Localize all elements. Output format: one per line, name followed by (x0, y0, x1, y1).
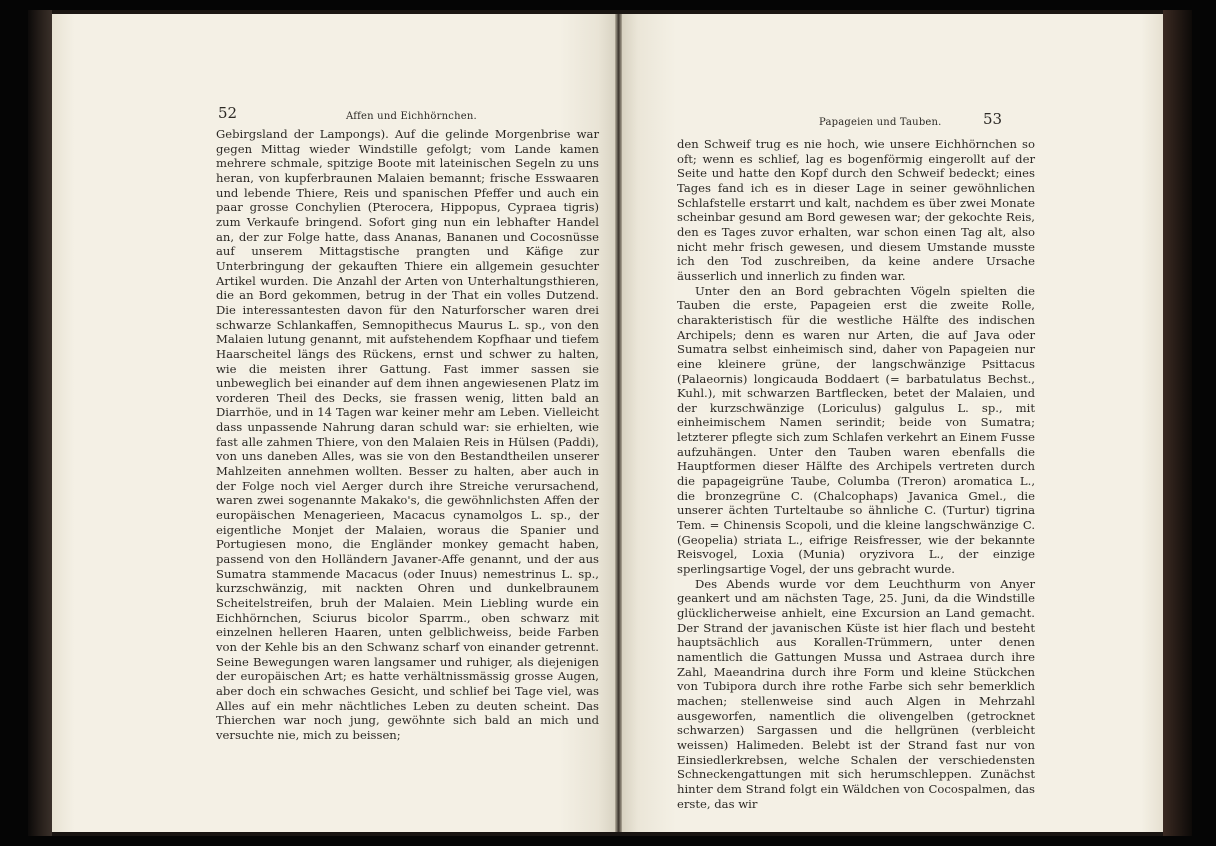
right-running-head: Papageien und Tauben. (819, 117, 942, 128)
left-running-head: Affen und Eichhörnchen. (346, 111, 477, 122)
right-paragraph-2: Unter den an Bord gebrachten Vögeln spielten die Tauben die erste, Papageien erst die zweite Rolle, charakteristisch für die westliche Hälfte des indischen Archipels; denn es waren nur Arten, die auf Java oder Sumatra selbst einheimisch sind, daher von Papageien nur eine kleinere grüne, der langschwänzige Psittacus (Palaeornis) longicauda Boddaert (= barbatulatus Bechst., Kuhl.), mit schwarzen Bartflecken, betet der Malaien, und der kurzschwänzige (Loriculus) galgulus L. sp., mit einheimischem Namen serindit; beide von Sumatra; letzterer pflegte sich zum Schlafen verkehrt an Einem Fusse aufzuhängen. Unter den Tauben waren ebenfalls die Hauptformen dieser Hälfte des Archipels vertreten durch die papageigrüne Taube, Columba (Treron) aromatica L., die bronzegrüne C. (Chalcophaps) Javanica Gmel., die unserer ächten Turteltaube so ähnliche C. (Turtur) tigrina Tem. = Chinensis Scopoli, und die kleine langschwänzige C. (Geopelia) striata L., eifrige Reisfresser, wie der bekannte Reisvogel, Loxia (Munia) oryzivora L., der einzige sperlingsartige Vogel, der uns gebracht wurde. (677, 283, 1035, 577)
book-gutter (615, 14, 622, 832)
left-paragraph-1: Gebirgsland der Lampongs). Auf die gelinde Morgenbrise war gegen Mittag wieder Windstille gefolgt; vom Lande kamen mehrere schmale, spitzige Boote mit lateinischen Segeln zu uns heran, von kupferbraunen Malaien bemannt; frische Esswaaren und lebende Thiere, Reis und spanischen Pfeffer und auch ein paar grosse Conchylien (Pterocera, Hippopus, Cypraea tigris) zum Verkaufe bringend. Sofort ging nun ein lebhafter Handel an, der zur Folge hatte, dass Ananas, Bananen und Cocosnüsse auf unserem Mittagstische prangten und Käfige zur Unterbringung der gekauften Thiere ein allgemein gesuchter Artikel wurden. Die Anzahl der Arten von Unterhaltungsthieren, die an Bord gekommen, betrug in der That ein volles Dutzend. Die interessantesten davon für den Naturforscher waren drei schwarze Schlankaffen, Semnopithecus Maurus L. sp., von den Malaien lutung genannt, mit aufstehendem Kopfhaar und tiefem Haarscheitel längs des Rückens, ernst und schwer zu halten, wie die meisten ihrer Gattung. Fast immer sassen sie unbeweglich bei einander auf dem ihnen angewiesenen Platz im vorderen Theil des Decks, sie frassen wenig, litten bald an Diarrhöe, und in 14 Tagen war keiner mehr am Leben. Vielleicht dass unpassende Nahrung daran schuld war: sie erhielten, wie fast alle zahmen Thiere, von den Malaien Reis in Hülsen (Paddi), von uns daneben Alles, was sie von den Bestandtheilen unserer Mahlzeiten annehmen wollten. Besser zu halten, aber auch in der Folge noch viel Aerger durch ihre Streiche verursachend, waren zwei sogenannte Makako's, die gewöhnlichsten Affen der europäischen Menagerieen, Macacus cynamolgos L. sp., der eigentliche Monjet der Malaien, woraus die Spanier und Portugiesen mono, die Engländer monkey gemacht haben, passend von den Holländern Javaner-Affe genannt, und der aus Sumatra stammende Macacus (oder Inuus) nemestrinus L. sp., kurzschwänzig, mit nackten Ohren und dunkelbraunem Scheitelstreifen, bruh der Malaien. Mein Liebling wurde ein Eichhörnchen, Sciurus bicolor Sparrm., oben schwarz mit einzelnen helleren Haaren, unten gelblichweiss, beide Farben von der Kehle bis an den Schwanz scharf von einander getrennt. Seine Bewegungen waren langsamer und ruhiger, als diejenigen der europäischen Art; es hatte verhältnissmässig grosse Augen, aber doch ein schwaches Gesicht, und schlief bei Tage viel, was Alles auf ein mehr nächtliches Leben zu deuten scheint. Das Thierchen war noch jung, gewöhnte sich bald an mich und versuchte nie, mich zu beissen; (216, 127, 599, 742)
cover-edge-right (1163, 10, 1192, 836)
left-page (52, 14, 615, 832)
left-body-text (216, 127, 599, 743)
right-paragraph-3: Des Abends wurde vor dem Leuchthurm von Anyer geankert und am nächsten Tage, 25. Juni, da die Windstille glücklicherweise anhielt, eine Excursion an Land gemacht. Der Strand der javanischen Küste ist hier flach und besteht hauptsächlich aus Korallen-Trümmern, unter denen namentlich die Gattungen Mussa und Astraea durch ihre Zahl, Maeandrina durch ihre Form und kleine Stückchen von Tubipora durch ihre rothe Farbe sich sehr bemerklich machen; stellenweise sind auch Algen in Mehrzahl ausgeworfen, namentlich die olivengelben (getrocknet schwarzen) Sargassen und die hellgrünen (verbleicht weissen) Halimeden. Belebt ist der Strand fast nur von Einsiedlerkrebsen, welche Schalen der verschiedensten Schneckengattungen mit sich herumschleppen. Zunächst hinter dem Strand folgt ein Wäldchen von Cocospalmen, das erste, das wir (677, 576, 1035, 811)
right-page (622, 14, 1163, 832)
right-paragraph-1: den Schweif trug es nie hoch, wie unsere Eichhörnchen so oft; wenn es schlief, lag es bogenförmig eingerollt auf der Seite und hatte den Kopf durch den Schweif bedeckt; eines Tages fand ich es in dieser Lage in seiner gewöhnlichen Schlafstelle erstarrt und kalt, nachdem es über zwei Monate scheinbar gesund am Bord gewesen war; der gekochte Reis, den es Tages zuvor erhalten, war schon einen Tag alt, also nicht mehr frisch gewesen, und diesem Umstande musste ich den Tod zuschreiben, da keine andere Ursache äusserlich und innerlich zu finden war. (677, 137, 1035, 283)
cover-edge-left (28, 10, 52, 836)
left-page-number: 52 (218, 104, 238, 122)
right-page-number: 53 (983, 110, 1003, 128)
right-body-text (677, 137, 1035, 811)
